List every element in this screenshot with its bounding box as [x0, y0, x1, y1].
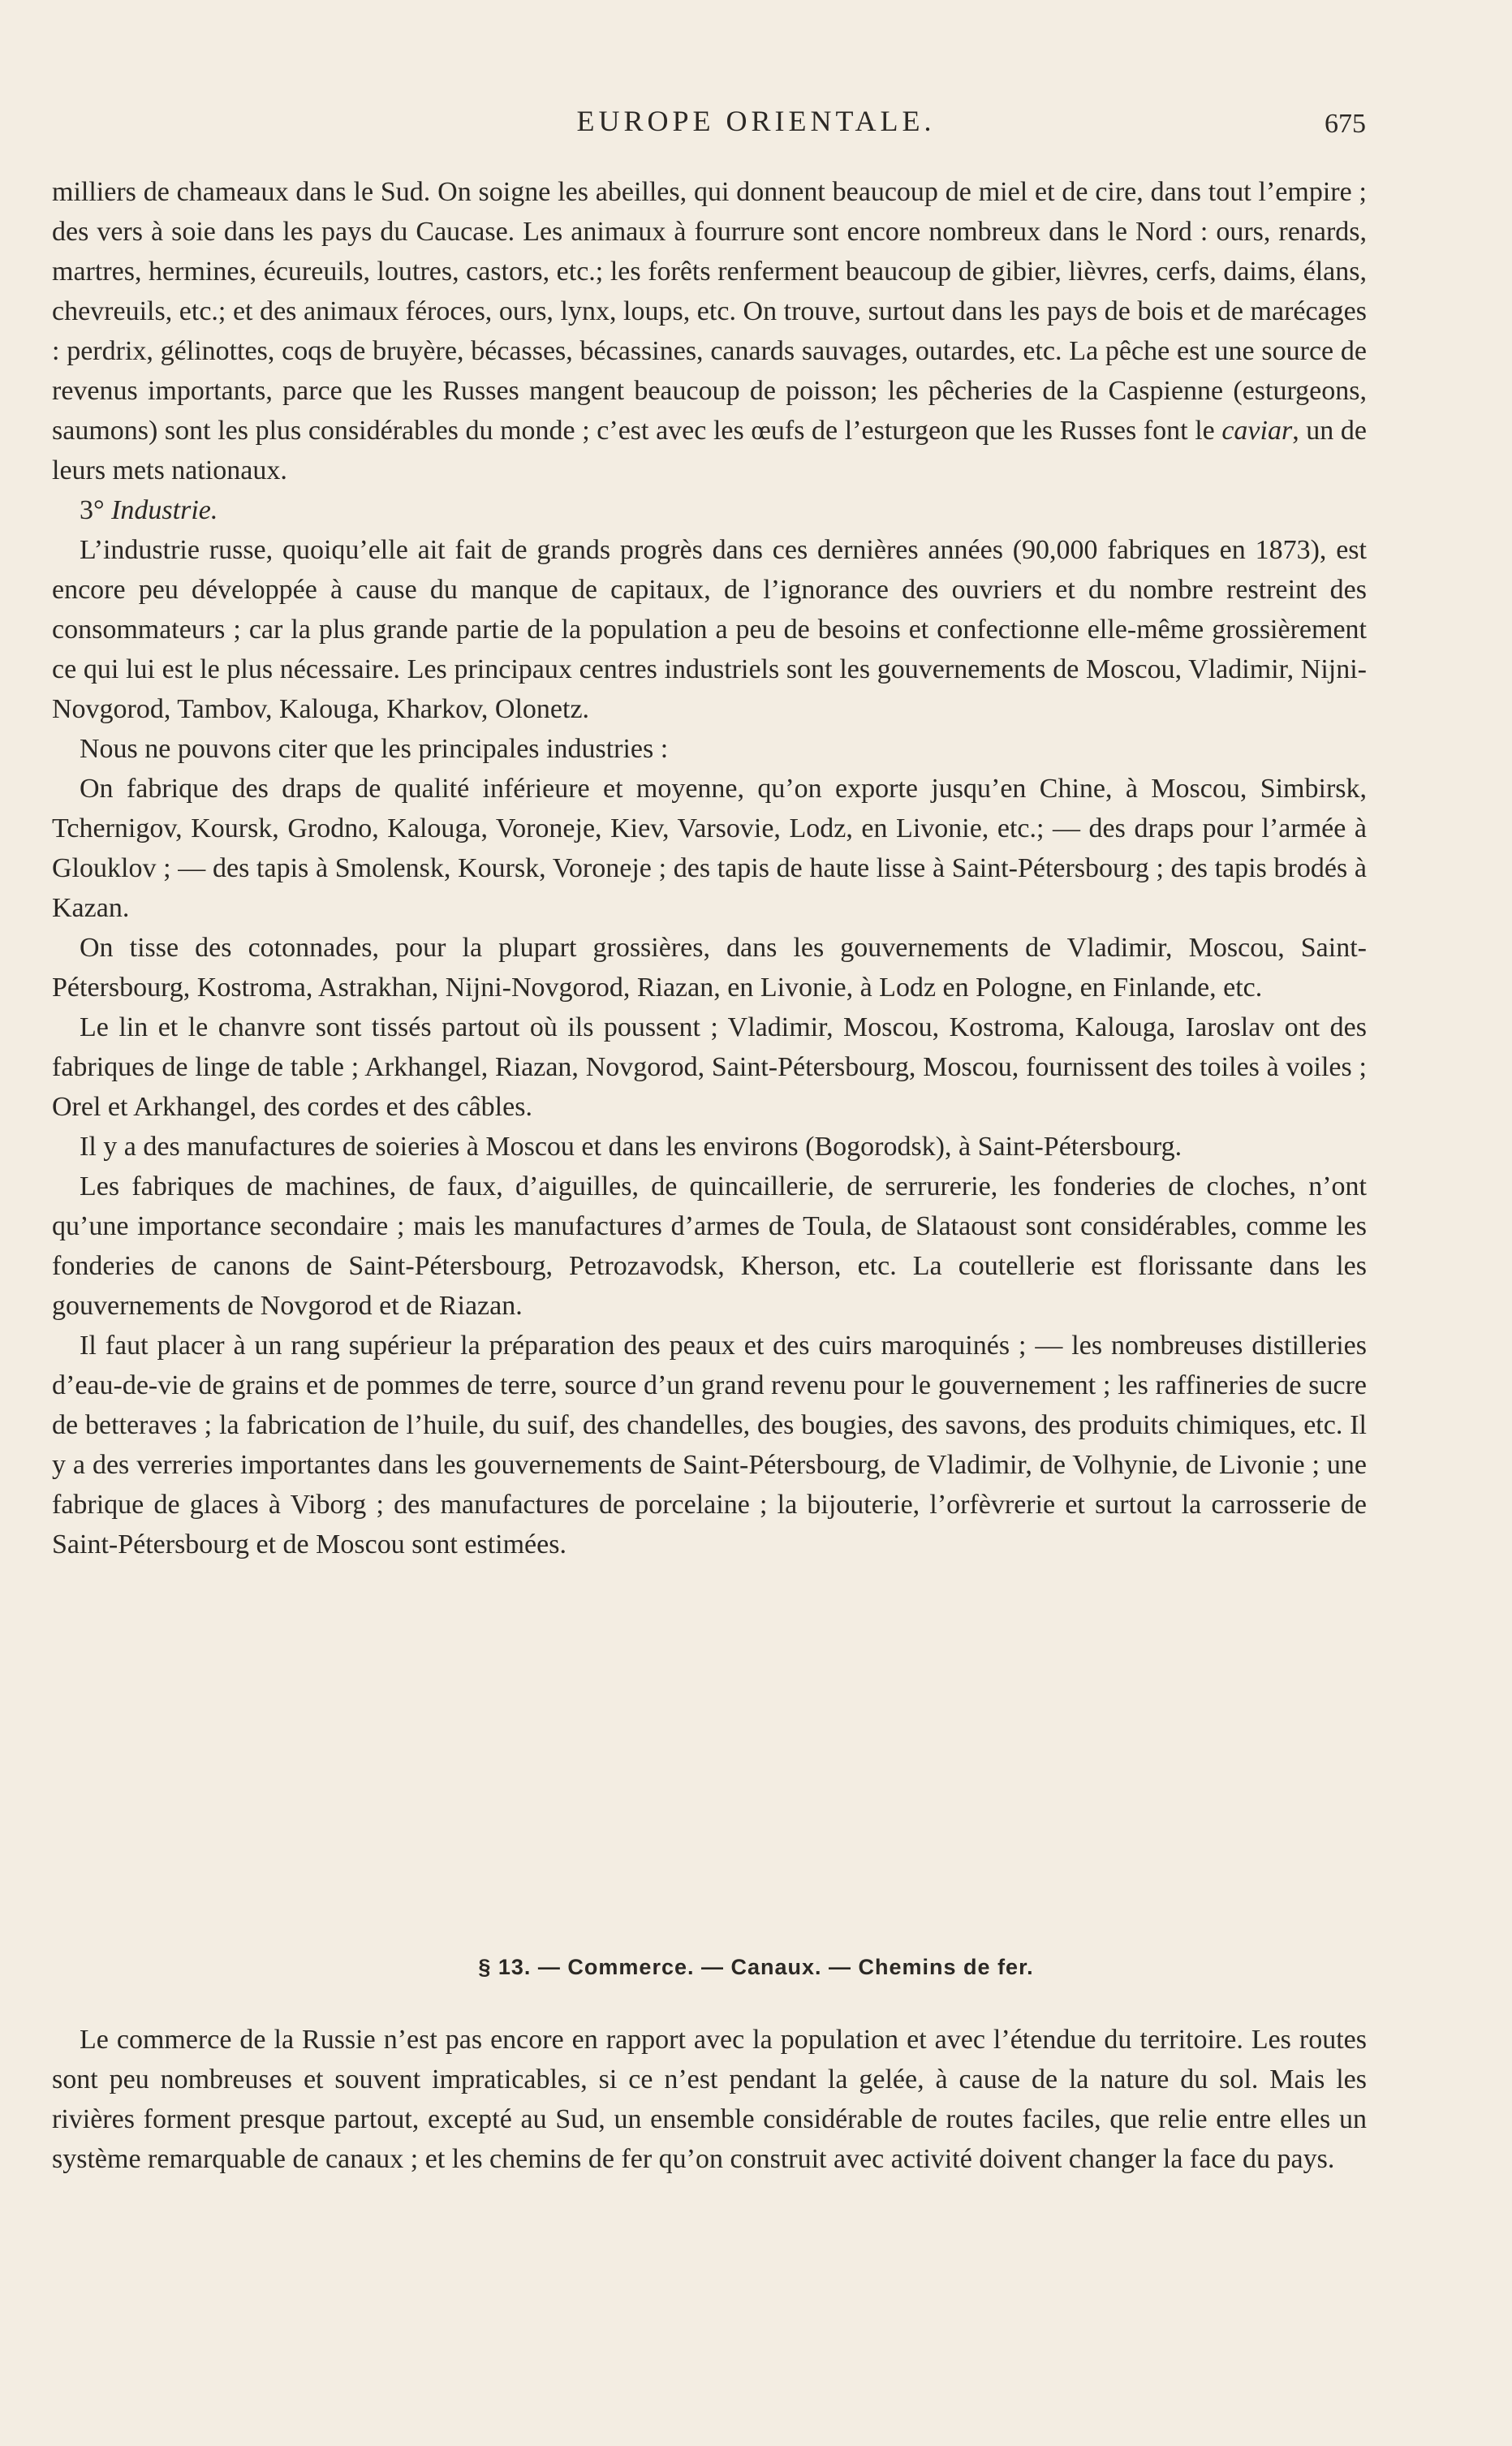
paragraph-cotonnades: On tisse des cotonnades, pour la plupart grossières, dans les gouvernements de Vladimir, Moscou, Saint-Pétersbourg, Kostroma, Astrakhan, Nijni-Novgorod, Riazan, en Livonie, à Lodz en Pologne, en Finlande, etc. — [52, 933, 1367, 1003]
paragraph-soieries: Il y a des manufactures de soieries à Moscou et dans les environs (Bogorodsk), à Saint-Pétersbourg. — [80, 1132, 1182, 1162]
paragraph-lin: Le lin et le chanvre sont tissés partout où ils poussent ; Vladimir, Moscou, Kostroma, Kalouga, Iaroslav ont des fabriques de linge de table ; Arkhangel, Riazan, Novgorod, Saint-Pétersbourg, Moscou, fournissent des toiles à voiles ; Orel et Arkhangel, des cordes et des câbles. — [52, 1012, 1367, 1122]
paragraph-cuirs: Il faut placer à un rang supérieur la préparation des peaux et des cuirs maroquinés ; — les nombreuses distilleries d’eau-de-vie de grains et de pommes de terre, source d’un grand revenu pour le gouvernement ; les raffineries de sucre de betteraves ; la fabrication de l’huile, du suif, des chandelles, des bougies, des savons, des produits chimiques, etc. Il y a des verreries importantes dans les gouvernements de Saint-Pétersbourg, de Vladimir, de Volhynie, de Livonie ; une fabrique de glaces à Viborg ; des manufactures de porcelaine ; la bijouterie, l’orfèvrerie et surtout la carrosserie de Saint-Pétersbourg et de Moscou sont estimées. — [52, 1331, 1367, 1559]
paragraph-industries-list: Nous ne pouvons citer que les principales industries : — [80, 734, 669, 764]
running-title: EUROPE ORIENTALE. — [576, 105, 936, 137]
heading-title: Industrie. — [111, 495, 218, 525]
paragraph-draps: On fabrique des draps de qualité inférieure et moyenne, qu’on exporte jusqu’en Chine, à Moscou, Simbirsk, Tchernigov, Koursk, Grodno, Kalouga, Voroneje, Kiev, Varsovie, Lodz, en Livonie, etc.; — des draps pour l’armée à Glouklov ; — des tapis à Smolensk, Koursk, Voroneje ; des tapis de haute lisse à Saint-Pétersbourg ; des tapis brodés à Kazan. — [52, 774, 1367, 923]
paragraph-machines: Les fabriques de machines, de faux, d’aiguilles, de quincaillerie, de serrurerie, les fonderies de cloches, n’ont qu’une importance secondaire ; mais les manufactures d’armes de Toula, de Slataoust sont considérables, comme les fonderies de canons de Saint-Pétersbourg, Petrozavodsk, Kherson, etc. La coutellerie est florissante dans les gouvernements de Novgorod et de Riazan. — [52, 1171, 1367, 1321]
paragraph-animals-end: , un de leurs mets nationaux. — [52, 416, 1368, 485]
paragraph-commerce: Le commerce de la Russie n’est pas encore en rapport avec la population et avec l’étendue du territoire. Les routes sont peu nombreuses et souvent impraticables, si ce n’est pendant la gelée, à cause de la nature du sol. Mais les rivières forment presque partout, excepté au Sud, un ensemble considérable de routes faciles, que relie entre elles un système remarquable de canaux ; et les chemins de fer qu’on construit avec activité doivent changer la face du pays. — [52, 2025, 1367, 2174]
paragraph-industrie: L’industrie russe, quoiqu’elle ait fait de grands progrès dans ces dernières années (90,000 fabriques en 1873), est encore peu développée à cause du manque de capitaux, de l’ignorance des ouvriers et du nombre restreint des consommateurs ; car la plus grande partie de la population a peu de besoins et confectionne elle-même grossièrement ce qui lui est le plus nécessaire. Les principaux centres industriels sont les gouvernements de Moscou, Vladimir, Nijni-Novgorod, Tambov, Kalouga, Kharkov, Olonetz. — [52, 535, 1367, 724]
page-number: 675 — [1325, 109, 1366, 139]
paragraph-animals-text: milliers de chameaux dans le Sud. On soigne les abeilles, qui donnent beaucoup de miel et de cire, dans tout l’empire ; des vers à soie dans les pays du Caucase. Les animaux à fourrure sont encore nombreux dans le Nord : ours, renards, martres, hermines, écureuils, loutres, castors, etc.; les forêts renferment beaucoup de gibier, lièvres, cerfs, daims, élans, chevreuils, etc.; et des animaux féroces, ours, lynx, loups, etc. On trouve, surtout dans les pays de bois et de marécages : perdrix, gélinottes, coqs de bruyère, bécasses, bécassines, canards sauvages, outardes, etc. La pêche est une source de revenus importants, parce que les Russes mangent beaucoup de poisson; les pêcheries de la Caspienne (esturgeons, saumons) sont les plus considérables du monde ; c’est avec les œufs de l’esturgeon que les Russes font le — [52, 177, 1367, 446]
section-heading-commerce: § 13. — Commerce. — Canaux. — Chemins de fer. — [478, 1955, 1034, 1979]
commerce-text — [52, 2020, 1367, 2179]
heading-number: 3° — [80, 495, 105, 525]
section-heading-industrie — [52, 490, 1367, 530]
running-head — [0, 97, 1512, 146]
paragraph-animals — [52, 172, 1367, 490]
main-text — [52, 172, 1367, 1564]
caviar-word: caviar — [1221, 416, 1293, 446]
